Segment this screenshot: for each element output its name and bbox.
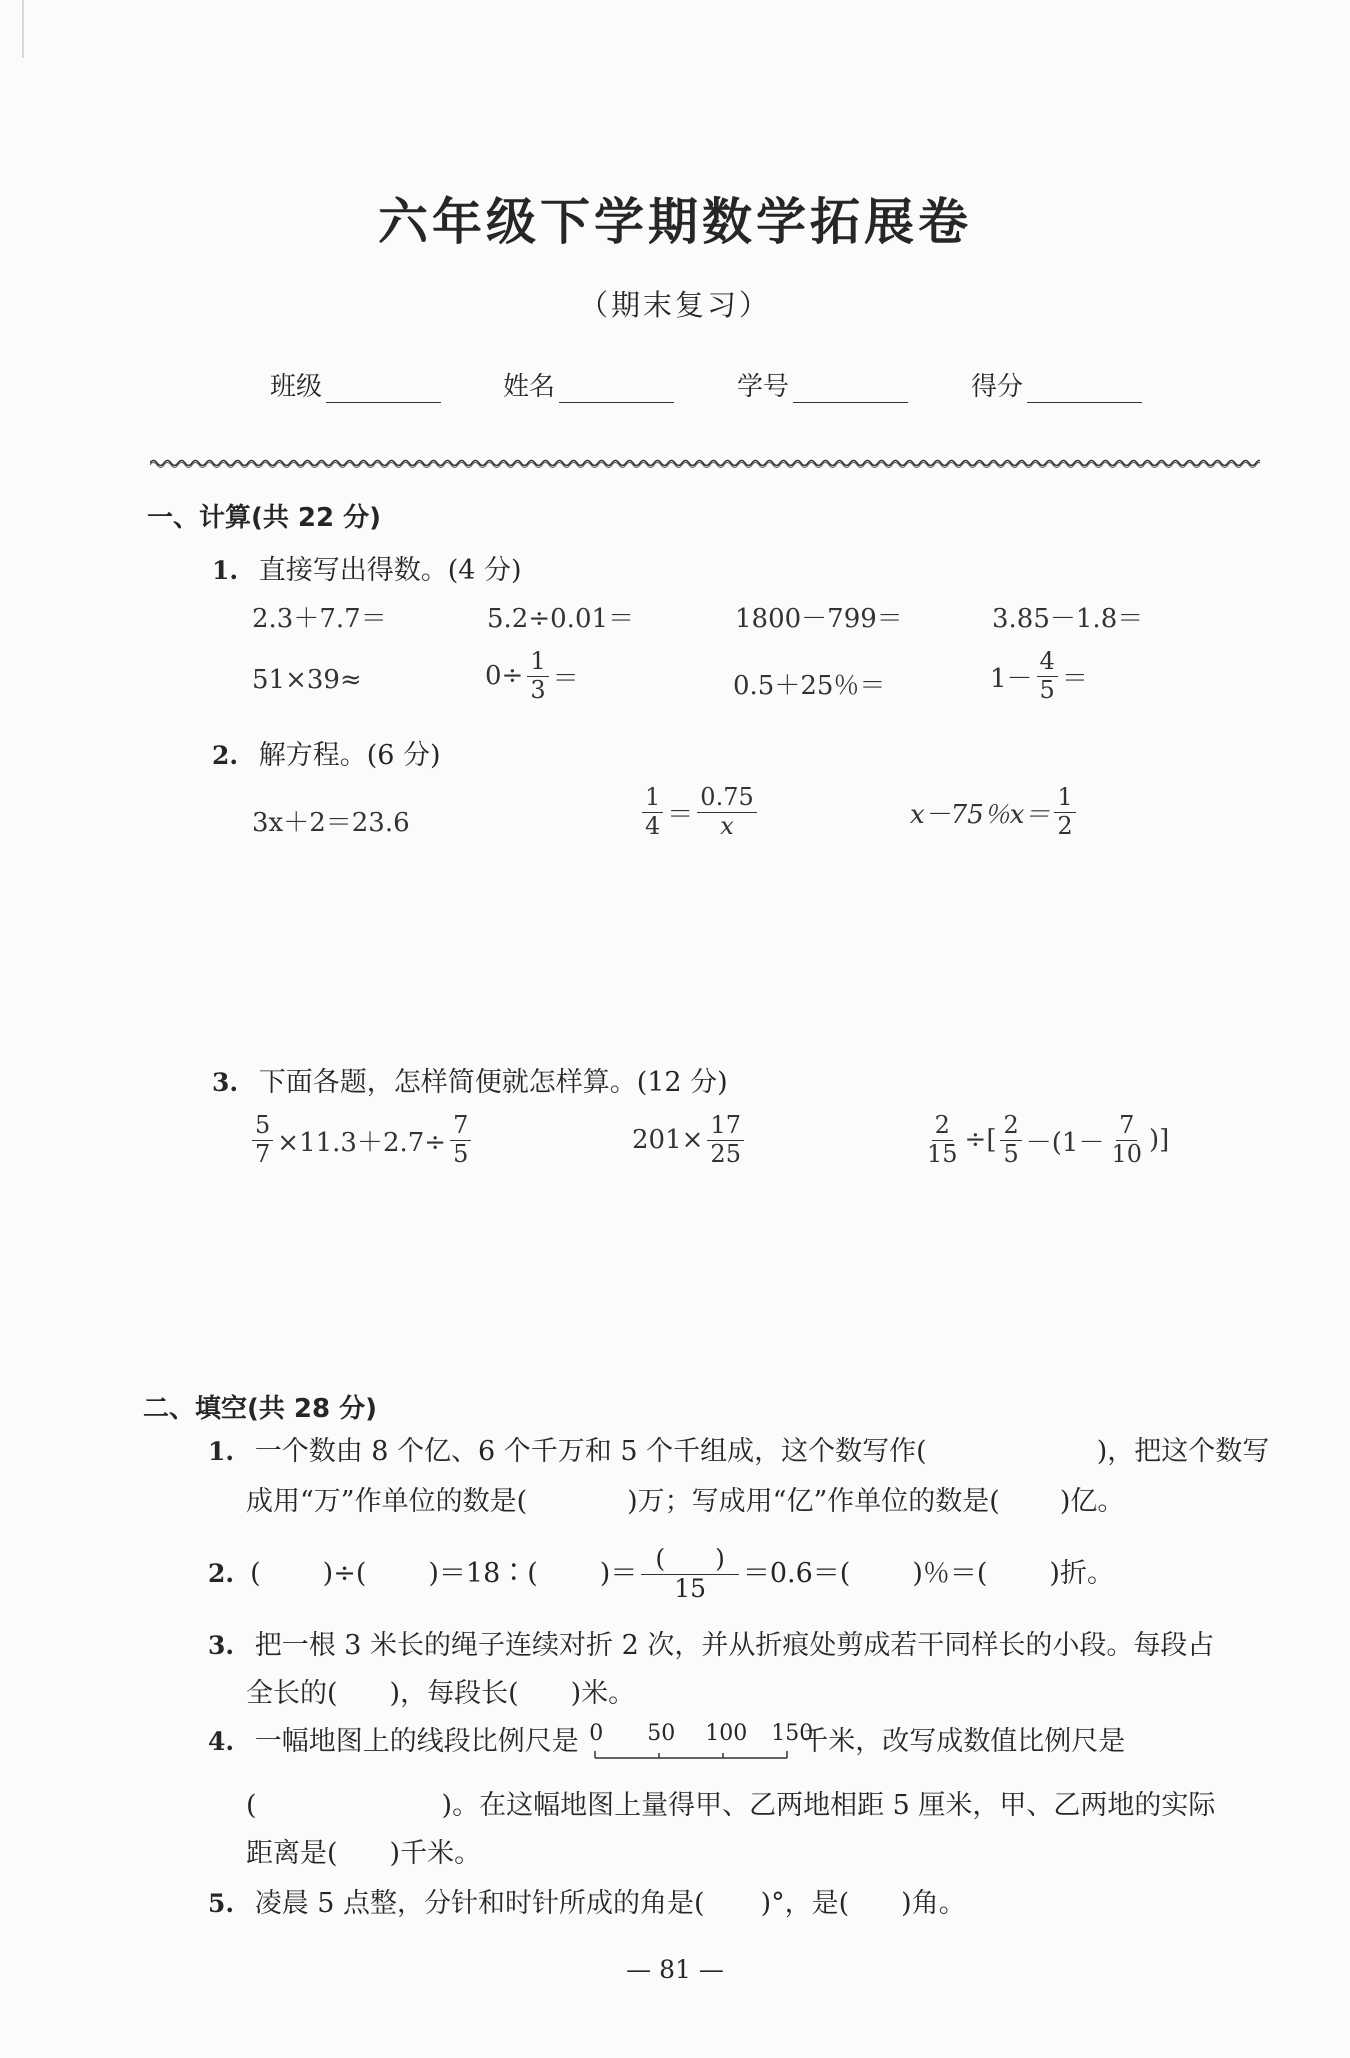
fraction-denominator: 15 [674, 1573, 706, 1603]
s2-q4-number: 4. [208, 1727, 235, 1756]
s2-q5-text: )角。 [901, 1888, 966, 1919]
calc-item-prefix: 0÷ [485, 661, 524, 692]
calc-item: 3.85－1.8＝ [992, 604, 1144, 634]
page-number: — 81 — [626, 1955, 724, 1984]
fraction-denominator: 5 [1003, 1139, 1019, 1168]
s2-q1-text: 成用“万”作单位的数是( [246, 1486, 528, 1517]
s2-q4-text: 一幅地图上的线段比例尺是 [254, 1726, 579, 1757]
fraction [924, 1112, 961, 1168]
line-scale-bar [587, 1721, 814, 1766]
calc-item-suffix: ＝ [552, 663, 579, 694]
calc-item-suffix: ＝ [1061, 663, 1088, 694]
s2-q1-number: 1. [208, 1437, 235, 1466]
s2-q4-text: )千米。 [389, 1838, 482, 1869]
calc-item-fraction [990, 648, 1088, 704]
s2-q3-text: )米。 [570, 1678, 636, 1709]
page-title: 六年级下学期数学拓展卷 [378, 192, 972, 251]
fraction-numerator[interactable]: ( ) [641, 1545, 739, 1575]
section-2-heading: 二、填空(共 28 分) [143, 1394, 378, 1424]
s2-q5-text: )°，是( [760, 1888, 850, 1919]
fraction-numerator: 7 [450, 1112, 471, 1141]
s1-q3-number: 3. [212, 1068, 239, 1097]
s2-q4-text: 千米，改写成数值比例尺是 [801, 1726, 1126, 1757]
fraction [707, 1112, 744, 1168]
fraction-denominator: 2 [1057, 811, 1073, 840]
operator: －(1－ [1025, 1127, 1105, 1158]
name-field[interactable] [503, 366, 674, 403]
s2-q2-line [208, 1545, 1114, 1604]
calc-item: 2.3＋7.7＝ [252, 604, 387, 634]
fraction-numerator: 0.75 [697, 784, 756, 813]
fraction-numerator: 17 [707, 1112, 744, 1141]
page-subtitle: （期末复习） [578, 288, 771, 322]
fraction-numerator: 5 [252, 1112, 273, 1141]
fraction-denominator: 15 [927, 1139, 958, 1168]
fraction-denominator: 3 [530, 675, 546, 704]
calc-item: 0.5＋25％＝ [733, 671, 886, 701]
operator: )] [1149, 1125, 1170, 1156]
fraction-denominator: 7 [255, 1139, 271, 1168]
s2-q2-text: )÷( [322, 1558, 367, 1590]
s2-q2-text: )％＝( [912, 1558, 988, 1590]
class-blank[interactable] [326, 376, 441, 403]
expression [248, 1112, 475, 1168]
s1-q1-line [212, 548, 522, 587]
s2-q1-text: )，把这个数写 [1096, 1436, 1270, 1467]
operator: ÷[ [964, 1125, 997, 1156]
s2-q5-number: 5. [208, 1889, 235, 1918]
scale-label: 100 [705, 1721, 748, 1746]
scale-bar-graphic [587, 1726, 797, 1766]
s2-q2-text: )＝18∶( [428, 1558, 538, 1590]
s2-q4-line-2 [246, 1782, 1215, 1830]
s2-q1-text: 一个数由 8 个亿、6 个千万和 5 个千组成，这个数写作( [254, 1436, 927, 1467]
s2-q4-text: ( [246, 1790, 257, 1821]
s2-q1-text: )万；写成用“亿”作单位的数是( [627, 1486, 1000, 1517]
scan-edge-mark [22, 0, 24, 58]
student-id-label: 学号 [737, 372, 790, 402]
equation-fraction [638, 784, 761, 840]
s2-q2-text: ( [250, 1558, 261, 1590]
score-blank[interactable] [1027, 376, 1142, 403]
fraction-numerator: 1 [527, 648, 548, 677]
wavy-divider [150, 456, 1260, 470]
s1-q2-line [212, 733, 441, 772]
calc-item: 51×39≈ [252, 665, 362, 695]
score-field[interactable] [971, 366, 1142, 403]
s1-q3-text: 下面各题，怎样简便就怎样算。(12 分) [258, 1067, 728, 1098]
score-label: 得分 [971, 372, 1024, 402]
s2-q5-text: 凌晨 5 点整，分针和时针所成的角是( [254, 1888, 705, 1919]
fraction [1054, 784, 1075, 840]
s1-q2-text: 解方程。(6 分) [258, 740, 441, 771]
fraction [527, 648, 548, 704]
s2-q4-line-3 [246, 1830, 481, 1878]
fraction [450, 1112, 471, 1168]
s2-q3-line-2 [246, 1670, 635, 1718]
section-1-heading: 一、计算(共 22 分) [147, 503, 382, 533]
s2-q1-line-2 [246, 1478, 1124, 1526]
equation-prefix: x－75％x＝ [910, 799, 1051, 830]
s2-q3-text: )，每段长( [389, 1678, 519, 1709]
fraction-denominator: 4 [645, 811, 661, 840]
s2-q2-text: )折。 [1049, 1558, 1114, 1590]
fraction-numerator: 7 [1116, 1112, 1137, 1141]
s2-q3-number: 3. [208, 1631, 235, 1660]
equation: 3x＋2＝23.6 [252, 808, 410, 838]
scale-label: 150 [771, 1721, 814, 1746]
class-label: 班级 [270, 372, 323, 402]
fraction [1037, 648, 1058, 704]
fraction [642, 784, 663, 840]
fraction [641, 1545, 739, 1604]
s2-q3-line-1 [208, 1622, 1214, 1670]
s2-q3-text: 把一根 3 米长的绳子连续对折 2 次，并从折痕处剪成若干同样长的小段。每段占 [254, 1630, 1215, 1661]
expression-middle: ×11.3＋2.7÷ [277, 1127, 447, 1158]
s1-q2-number: 2. [212, 741, 239, 770]
s2-q4-text: 距离是( [246, 1838, 338, 1869]
s2-q1-line-1 [208, 1428, 1269, 1476]
s2-q2-number: 2. [208, 1559, 235, 1589]
name-label: 姓名 [503, 372, 556, 402]
s2-q1-text: )亿。 [1059, 1486, 1125, 1517]
fraction [1000, 1112, 1021, 1168]
scale-label: 0 [589, 1721, 604, 1746]
scale-label: 50 [647, 1721, 676, 1746]
expression-prefix: 201× [632, 1125, 704, 1156]
calc-item-prefix: 1－ [990, 663, 1033, 694]
s2-q4-text: )。在这幅地图上量得甲、乙两地相距 5 厘米，甲、乙两地的实际 [441, 1790, 1216, 1821]
student-id-field[interactable] [737, 366, 908, 403]
s2-q3-text: 全长的( [246, 1678, 338, 1709]
fraction [697, 784, 756, 840]
class-field[interactable] [270, 366, 441, 403]
equals-sign: ＝ [667, 799, 694, 830]
fraction [252, 1112, 273, 1168]
fraction-denominator: 25 [710, 1139, 741, 1168]
s2-q5-line [208, 1880, 966, 1928]
fraction-numerator: 1 [1054, 784, 1075, 813]
calc-item: 5.2÷0.01＝ [487, 604, 635, 634]
fraction-numerator: 1 [642, 784, 663, 813]
fraction-denominator: 10 [1111, 1139, 1142, 1168]
expression [632, 1112, 748, 1168]
s1-q1-text: 直接写出得数。(4 分) [258, 555, 522, 586]
calc-item-fraction [485, 648, 579, 704]
fraction-denominator: 5 [1039, 675, 1055, 704]
s2-q2-text: ＝0.6＝( [742, 1558, 851, 1590]
fraction-numerator: 2 [1000, 1112, 1021, 1141]
fraction-denominator: x [720, 811, 734, 840]
calc-item: 1800－799＝ [735, 604, 903, 634]
fraction-numerator: 4 [1037, 648, 1058, 677]
name-blank[interactable] [559, 376, 674, 403]
student-id-blank[interactable] [793, 376, 908, 403]
expression [920, 1112, 1169, 1168]
s1-q1-number: 1. [212, 556, 239, 585]
s2-q4-line-1 [208, 1718, 1125, 1766]
fraction-numerator: 2 [932, 1112, 953, 1141]
s2-q2-text: )＝ [599, 1558, 638, 1590]
s1-q3-line [212, 1060, 728, 1099]
fraction [1108, 1112, 1145, 1168]
fraction-denominator: 5 [453, 1139, 469, 1168]
equation-fraction [910, 784, 1080, 840]
